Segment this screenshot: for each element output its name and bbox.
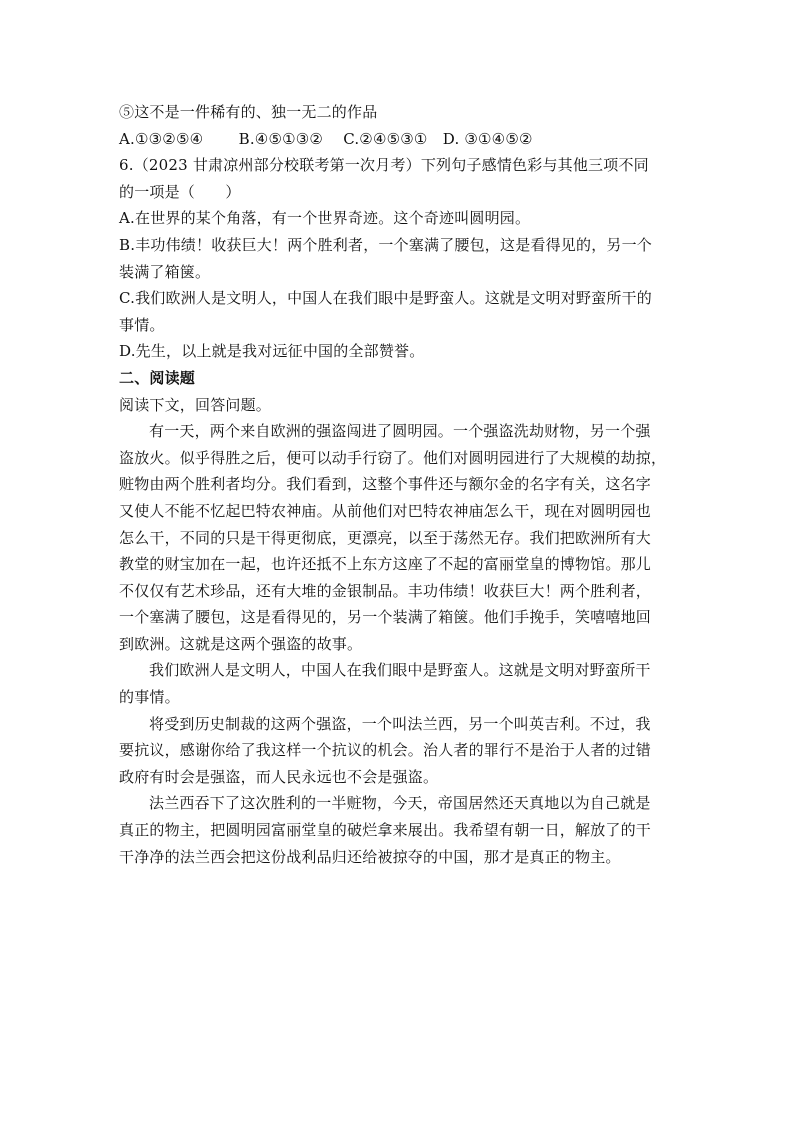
passage-paragraph-2 — [119, 657, 677, 710]
passage-line: 又使人不能不忆起巴特农神庙。从前他们对巴特农神庙怎么干，现在对圆明园也 — [119, 501, 652, 520]
passage-line: 我们欧洲人是文明人，中国人在我们眼中是野蛮人。这就是文明对野蛮所干 — [149, 661, 651, 680]
passage-line: 政府有时会是强盗，而人民永远也不会是强盗。 — [119, 767, 439, 786]
passage-paragraph-4 — [119, 790, 677, 870]
passage-line: 到欧洲。这就是这两个强盗的故事。 — [119, 634, 363, 653]
passage-line: 教堂的财宝加在一起，也许还抵不上东方这座了不起的富丽堂皇的博物馆。那儿 — [119, 555, 652, 574]
passage-line: 怎么干，不同的只是干得更彻底，更漂亮，以至于荡然无存。我们把欧洲所有大 — [119, 528, 652, 547]
q5-item5: ⑤这不是一件稀有的、独一无二的作品 — [119, 103, 378, 121]
passage-line: 要抗议，感谢你给了我这样一个抗议的机会。治人者的罪行不是治于人者的过错 — [119, 741, 652, 760]
passage-line: 真正的物主，把圆明园富丽堂皇的破烂拿来展出。我希望有朝一日，解放了的干 — [119, 821, 652, 840]
q6-option-b-line1: B.丰功伟绩！收获巨大！两个胜利者，一个塞满了腰包，这是看得见的，另一个 — [119, 235, 652, 254]
passage-line: 不仅仅有艺术珍品，还有大堆的金银制品。丰功伟绩！收获巨大！两个胜利者， — [119, 581, 652, 600]
passage-line: 将受到历史制裁的这两个强盗，一个叫法兰西，另一个叫英吉利。不过，我 — [149, 714, 651, 733]
passage-line: 赃物由两个胜利者均分。我们看到，这整个事件还与额尔金的名字有关，这名字 — [119, 475, 652, 494]
section-heading: 二、阅读题 — [119, 368, 196, 387]
passage-line: 法兰西吞下了这次胜利的一半赃物，今天，帝国居然还天真地以为自己就是 — [149, 794, 651, 813]
passage-line: 盗放火。似乎得胜之后，便可以动手行窃了。他们对圆明园进行了大规模的劫掠， — [119, 448, 667, 467]
passage-line: 干净净的法兰西会把这份战利品归还给被掠夺的中国，那才是真正的物主。 — [119, 847, 621, 866]
passage-paragraph-3 — [119, 711, 677, 791]
q6-stem-line2: 的一项是（ ） — [119, 182, 241, 201]
q6-option-d: D.先生，以上就是我对远征中国的全部赞誉。 — [119, 342, 425, 361]
passage-line: 的事情。 — [119, 688, 180, 707]
q5-options: A.①③②⑤④ B.④⑤①③② C.②④⑤③① D. ③①④⑤② — [119, 129, 533, 148]
passage-paragraph-1 — [119, 418, 677, 657]
q6-option-a: A.在世界的某个角落，有一个世界奇迹。这个奇迹叫圆明园。 — [119, 209, 531, 228]
section-instruction: 阅读下文，回答问题。 — [119, 395, 272, 414]
passage-line: 有一天，两个来自欧洲的强盗闯进了圆明园。一个强盗洗劫财物，另一个强 — [149, 422, 651, 441]
q6-option-c-line1: C.我们欧洲人是文明人，中国人在我们眼中是野蛮人。这就是文明对野蛮所干的 — [119, 289, 652, 308]
q6-stem-line1: 6.（2023 甘肃凉州部分校联考第一次月考）下列句子感情色彩与其他三项不同 — [119, 156, 649, 175]
passage-line: 一个塞满了腰包，这是看得见的，另一个装满了箱箧。他们手挽手，笑嘻嘻地回 — [119, 608, 652, 627]
document-body — [119, 99, 677, 870]
q6-option-c-line2: 事情。 — [119, 315, 165, 334]
q6-option-b-line2: 装满了箱箧。 — [119, 262, 211, 281]
